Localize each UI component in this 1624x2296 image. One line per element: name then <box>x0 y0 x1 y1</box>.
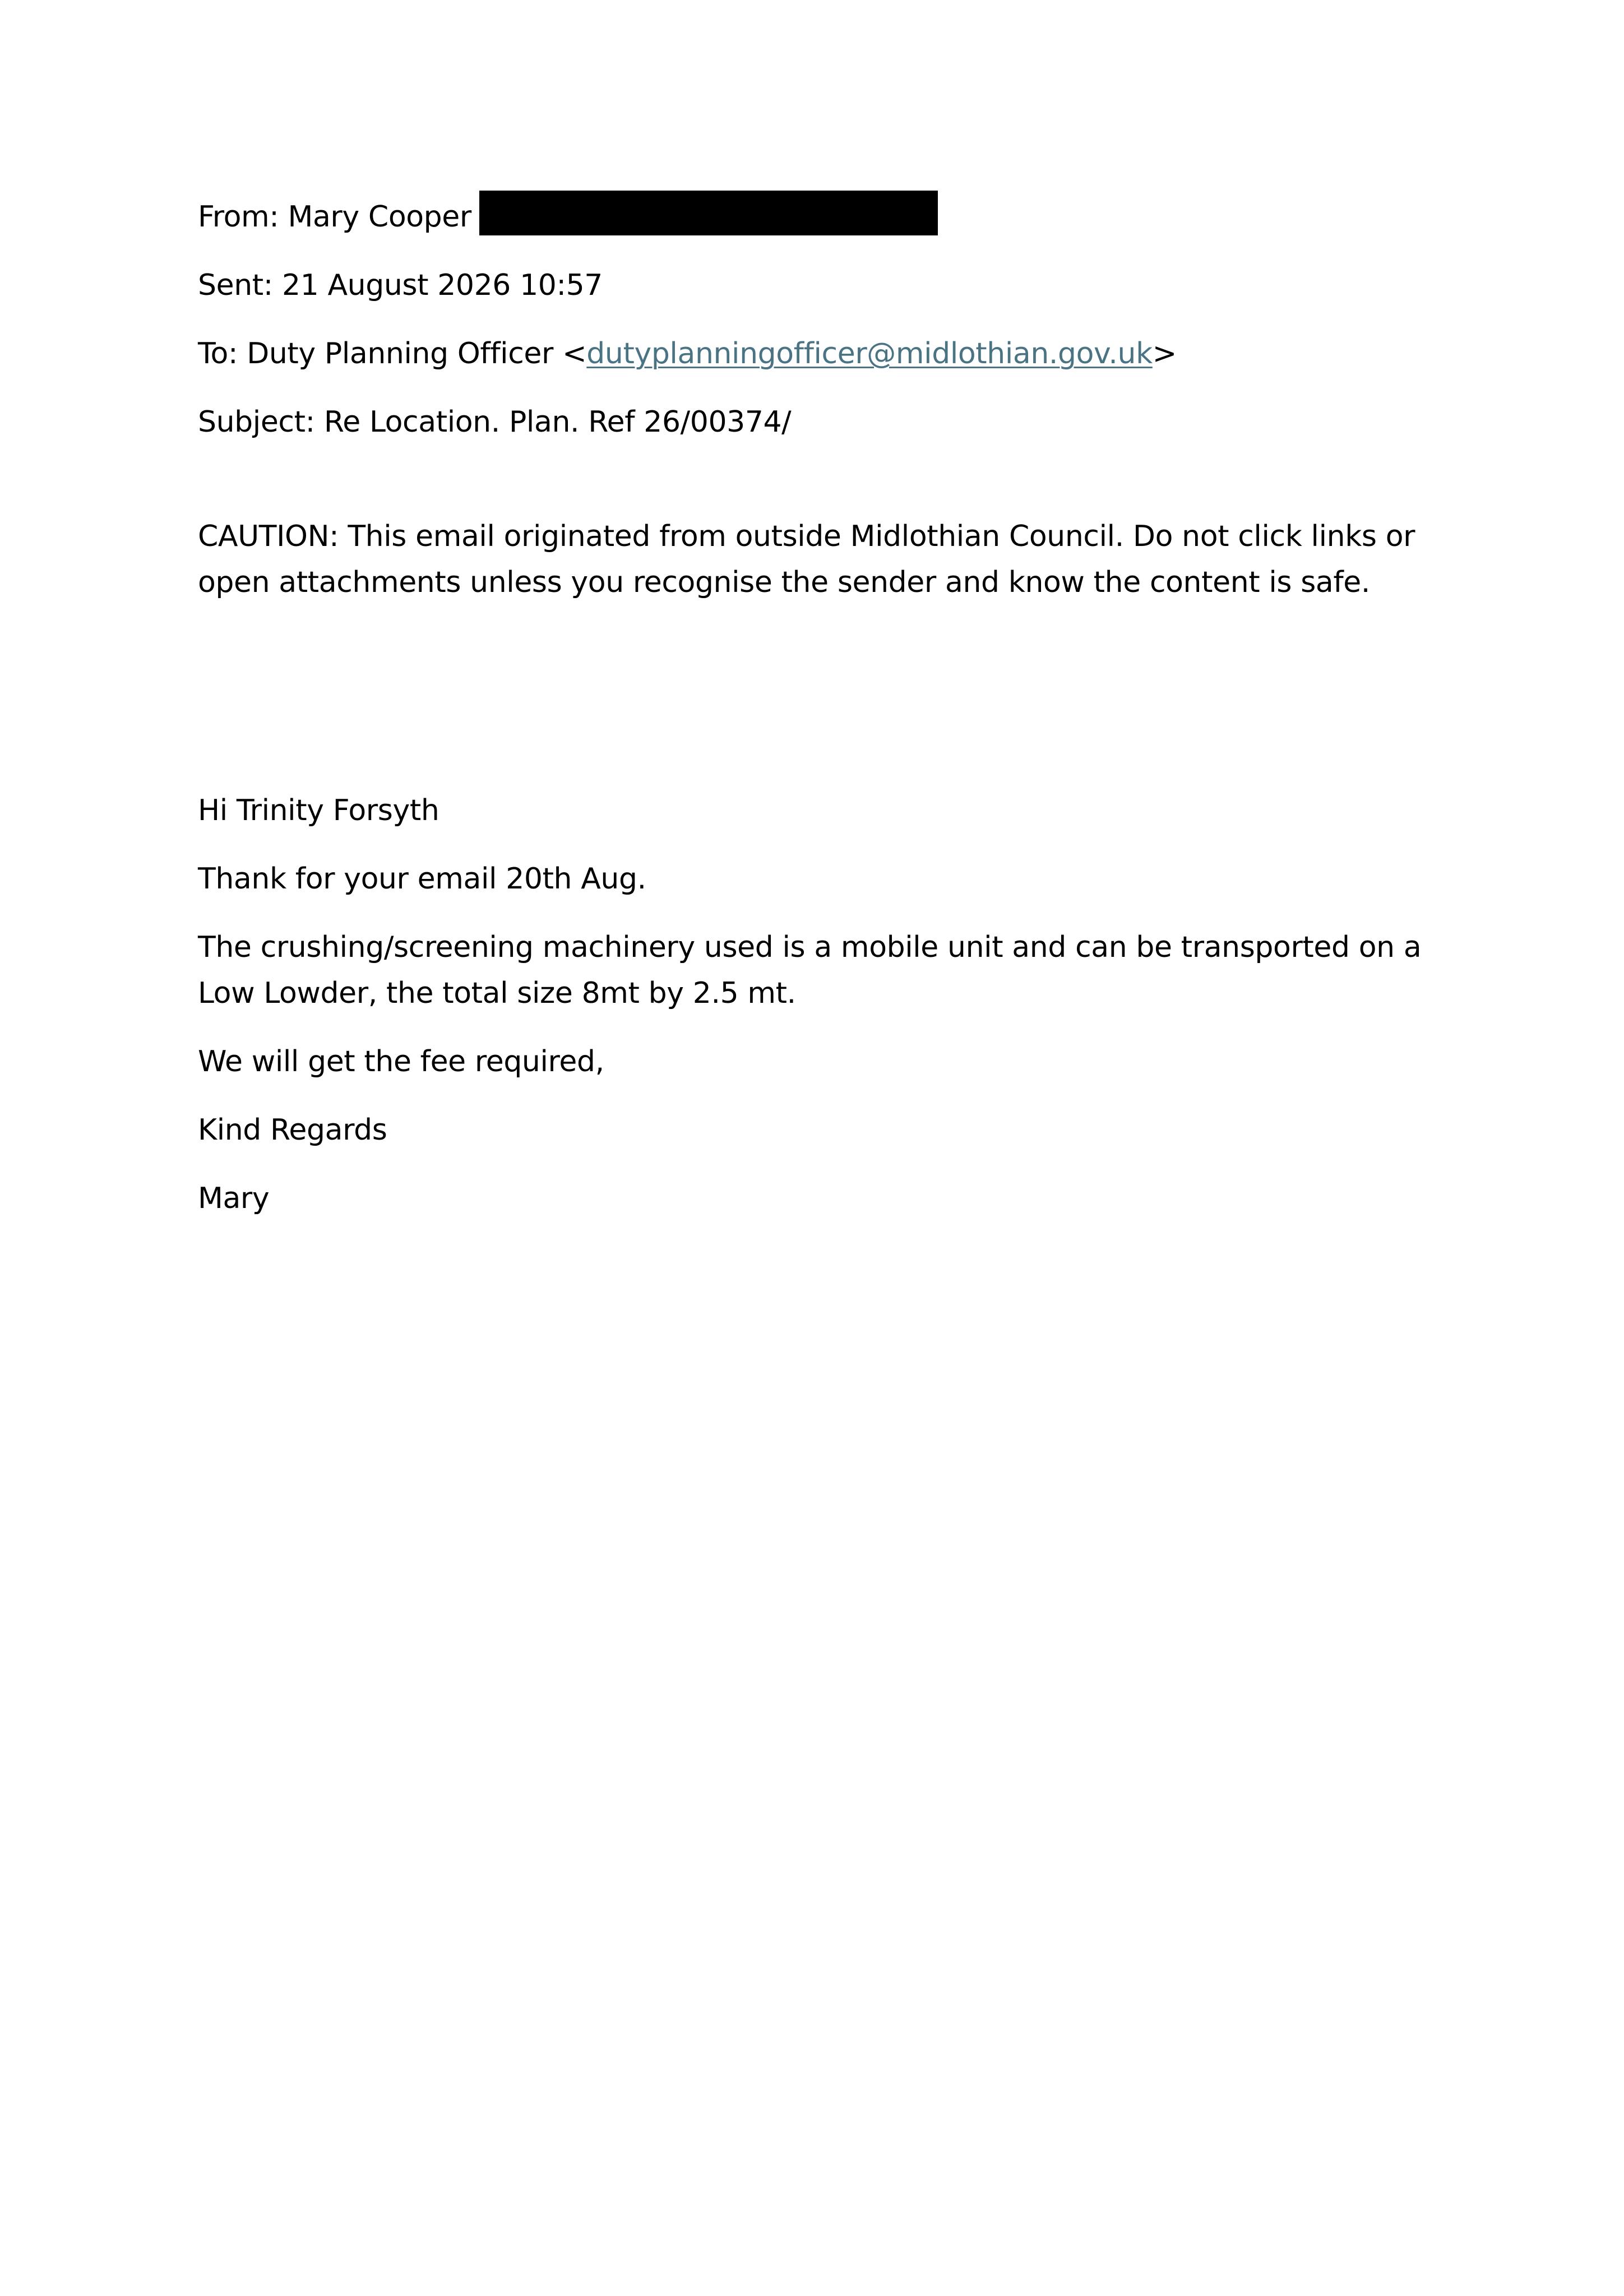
spacer <box>198 467 1431 513</box>
sent-line <box>198 262 1431 308</box>
redaction-block <box>479 191 938 235</box>
body-line-3: We will get the fee required, <box>198 1045 604 1078</box>
sent-value: 21 August 2026 10:57 <box>282 269 603 302</box>
from-name: Mary Cooper <box>288 200 471 234</box>
body-line-2: The crushing/screening machinery used is a mobile unit and can be transported on a Low Lowder, the total size 8mt by 2.5 mt. <box>198 931 1422 1010</box>
email-content <box>198 191 1431 1244</box>
to-email-link[interactable]: dutyplanningofficer@midlothian.gov.uk <box>586 337 1153 371</box>
from-label: From: <box>198 200 279 234</box>
to-open-bracket: < <box>562 337 587 371</box>
caution-notice: CAUTION: This email originated from outside Midlothian Council. Do not click links or open attachments unless you recognise the sender and know the content is safe. <box>198 520 1415 599</box>
sent-label: Sent: <box>198 269 273 302</box>
subject-label: Subject: <box>198 405 315 439</box>
body-line-1: Thank for your email 20th Aug. <box>198 862 646 896</box>
subject-value: Re Location. Plan. Ref 26/00374/ <box>323 405 792 439</box>
subject-line <box>198 399 1431 445</box>
signoff: Kind Regards <box>198 1113 387 1147</box>
signature: Mary <box>198 1182 270 1215</box>
spacer <box>198 628 1431 788</box>
from-line <box>198 191 1431 240</box>
to-close-bracket: > <box>1152 337 1177 371</box>
to-name: Duty Planning Officer <box>247 337 553 371</box>
to-line <box>198 331 1431 377</box>
greeting: Hi Trinity Forsyth <box>198 794 439 827</box>
to-label: To: <box>198 337 238 371</box>
